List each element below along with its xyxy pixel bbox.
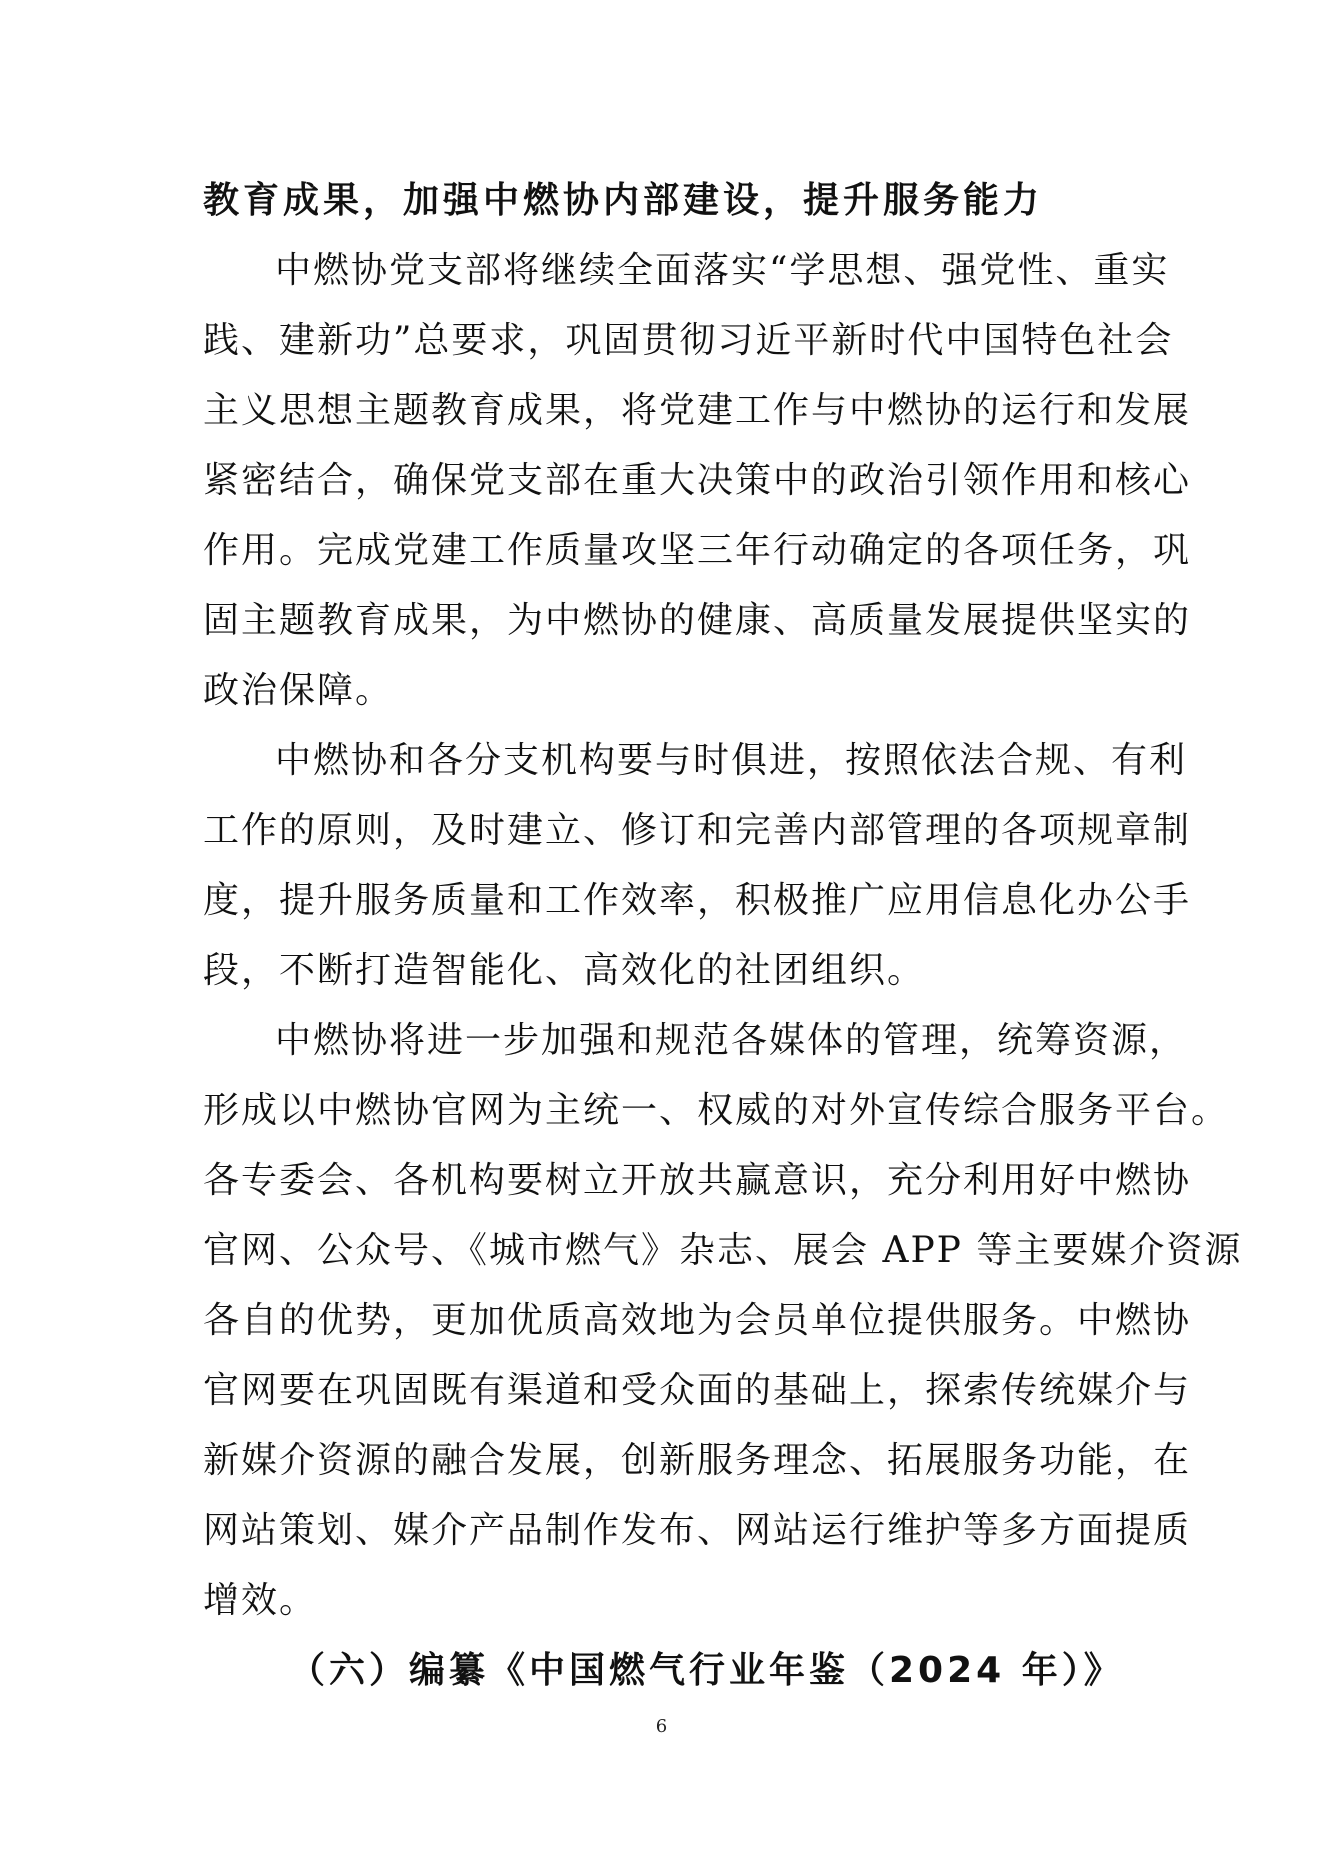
paragraph-3-line-2: 形成以中燃协官网为主统一、权威的对外宣传综合服务平台。 (203, 1090, 1230, 1131)
paragraph-3-line-9: 增效。 (203, 1580, 318, 1621)
paragraph-3-line-3: 各专委会、各机构要树立开放共赢意识，充分利用好中燃协 (203, 1160, 1192, 1201)
paragraph-3-line-7: 新媒介资源的融合发展，创新服务理念、拓展服务功能，在 (203, 1440, 1192, 1481)
paragraph-3-line-1: 中燃协将进一步加强和规范各媒体的管理，统筹资源， (275, 1020, 1188, 1061)
paragraph-2-line-1: 中燃协和各分支机构要与时俱进，按照依法合规、有利 (275, 740, 1188, 781)
paragraph-1-line-1: 中燃协党支部将继续全面落实“学思想、强党性、重实 (275, 250, 1170, 291)
paragraph-2-line-4: 段，不断打造智能化、高效化的社团组织。 (203, 950, 926, 991)
page-number: 6 (655, 1716, 668, 1737)
subsection-heading: （六）编纂《中国燃气行业年鉴（2024 年）》 (289, 1650, 1124, 1691)
paragraph-1-line-7: 政治保障。 (203, 670, 394, 711)
section-heading-continuation: 教育成果，加强中燃协内部建设，提升服务能力 (203, 180, 1044, 221)
paragraph-1-line-6: 固主题教育成果，为中燃协的健康、高质量发展提供坚实的 (203, 600, 1192, 641)
paragraph-2-line-2: 工作的原则，及时建立、修订和完善内部管理的各项规章制 (203, 810, 1192, 851)
paragraph-1-line-2: 践、建新功”总要求，巩固贯彻习近平新时代中国特色社会 (203, 320, 1174, 361)
paragraph-3-line-8: 网站策划、媒介产品制作发布、网站运行维护等多方面提质 (203, 1510, 1192, 1551)
paragraph-1-line-3: 主义思想主题教育成果，将党建工作与中燃协的运行和发展 (203, 390, 1192, 431)
paragraph-3-line-4: 官网、公众号、《城市燃气》杂志、展会 APP 等主要媒介资源 (203, 1230, 1243, 1271)
paragraph-3-line-5: 各自的优势，更加优质高效地为会员单位提供服务。中燃协 (203, 1300, 1192, 1341)
paragraph-1-line-5: 作用。完成党建工作质量攻坚三年行动确定的各项任务，巩 (203, 530, 1192, 571)
paragraph-2-line-3: 度，提升服务质量和工作效率，积极推广应用信息化办公手 (203, 880, 1192, 921)
paragraph-3-line-6: 官网要在巩固既有渠道和受众面的基础上，探索传统媒介与 (203, 1370, 1192, 1411)
paragraph-1-line-4: 紧密结合，确保党支部在重大决策中的政治引领作用和核心 (203, 460, 1192, 501)
body-text (203, 166, 1243, 1706)
